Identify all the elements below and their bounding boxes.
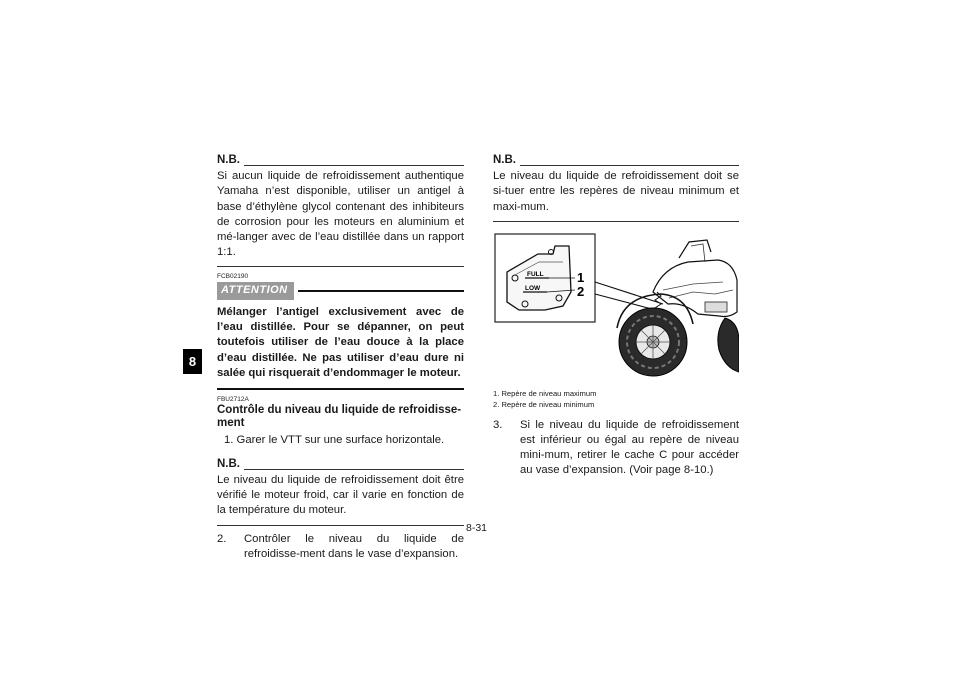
right-column [493,153,739,479]
note-rule [244,469,464,470]
note-text: Le niveau du liquide de refroidissement doit se si-tuer entre les repères de niveau minimum et maxi-mum. [493,170,739,213]
note-text: Si aucun liquide de refroidissement authentique Yamaha n’est disponible, utiliser un antigel à base d’éthylène glycol contenant des inhibiteurs de corrosion pour les moteurs en aluminium et mé-langer avec de l’eau distillée dans un rapport 1:1. [217,170,464,259]
coolant-figure-drawing [493,232,739,382]
note-end-rule [217,266,464,267]
coolant-reservoir-figure [493,232,739,382]
note-heading: N.B. [217,457,240,470]
note-header [217,153,464,168]
atv-step [705,302,727,312]
note-text: Le niveau du liquide de refroidissement doit être vérifié le moteur froid, car il varie en fonction de la température du moteur. [217,474,464,517]
atv-handlebar [679,240,711,258]
note-heading: N.B. [217,154,240,166]
pointer-line [595,282,663,304]
note-heading: N.B. [493,154,516,166]
note-end-rule [493,221,739,222]
callout-1: 1 [577,269,585,285]
attention-badge: ATTENTION [217,282,294,299]
left-column [217,153,464,562]
attention-end-rule [217,388,464,390]
note-header [493,153,739,168]
step-text: Si le niveau du liquide de refroidissement est inférieur ou égal au repère de niveau mini-mum, retirer le cache C pour accéder au vase d’expansion. (Voir page 8-10.) [520,418,739,477]
low-label: LOW [525,284,541,292]
step-text: Contrôler le niveau du liquide de refroidisse-ment dans le vase d’expansion. [244,532,464,560]
attention-code: FCB02190 [217,273,249,281]
atv-frame [691,244,705,262]
step-3 [493,418,739,479]
full-label: FULL [527,270,544,278]
step-1: 1. Garer le VTT sur une surface horizontale. [224,433,445,446]
note-header [217,457,464,472]
caption-item: 2. Repère de niveau minimum [493,399,595,409]
step-number: 2. [217,532,227,545]
note-rule [244,165,464,166]
callout-2: 2 [577,283,585,299]
attention-rule [298,290,464,292]
section-code: FBU2712A [217,395,249,403]
attention-header [217,282,464,299]
step-number: 3. [493,418,503,431]
note-end-rule [217,525,464,526]
chapter-tab [183,349,202,374]
atv-rear-tire [718,318,739,372]
section-title: Contrôle du niveau du liquide de refroidisse-ment [217,403,462,430]
step-2 [217,532,464,562]
caption-item: 1. Repère de niveau maximum [493,388,597,398]
attention-text: Mélanger l’antigel exclusivement avec de l’eau distillée. Pour se dépanner, on peut toutefois utiliser de l’eau douce à la place d’eau distillée. Ne pas utiliser d’eau dure ni salée qui risquerait d’endommager le moteur. [217,305,464,380]
note-rule [520,165,739,166]
figure-captions [493,388,739,410]
chapter-number: 8 [188,354,197,369]
page-number: 8-31 [466,522,488,534]
